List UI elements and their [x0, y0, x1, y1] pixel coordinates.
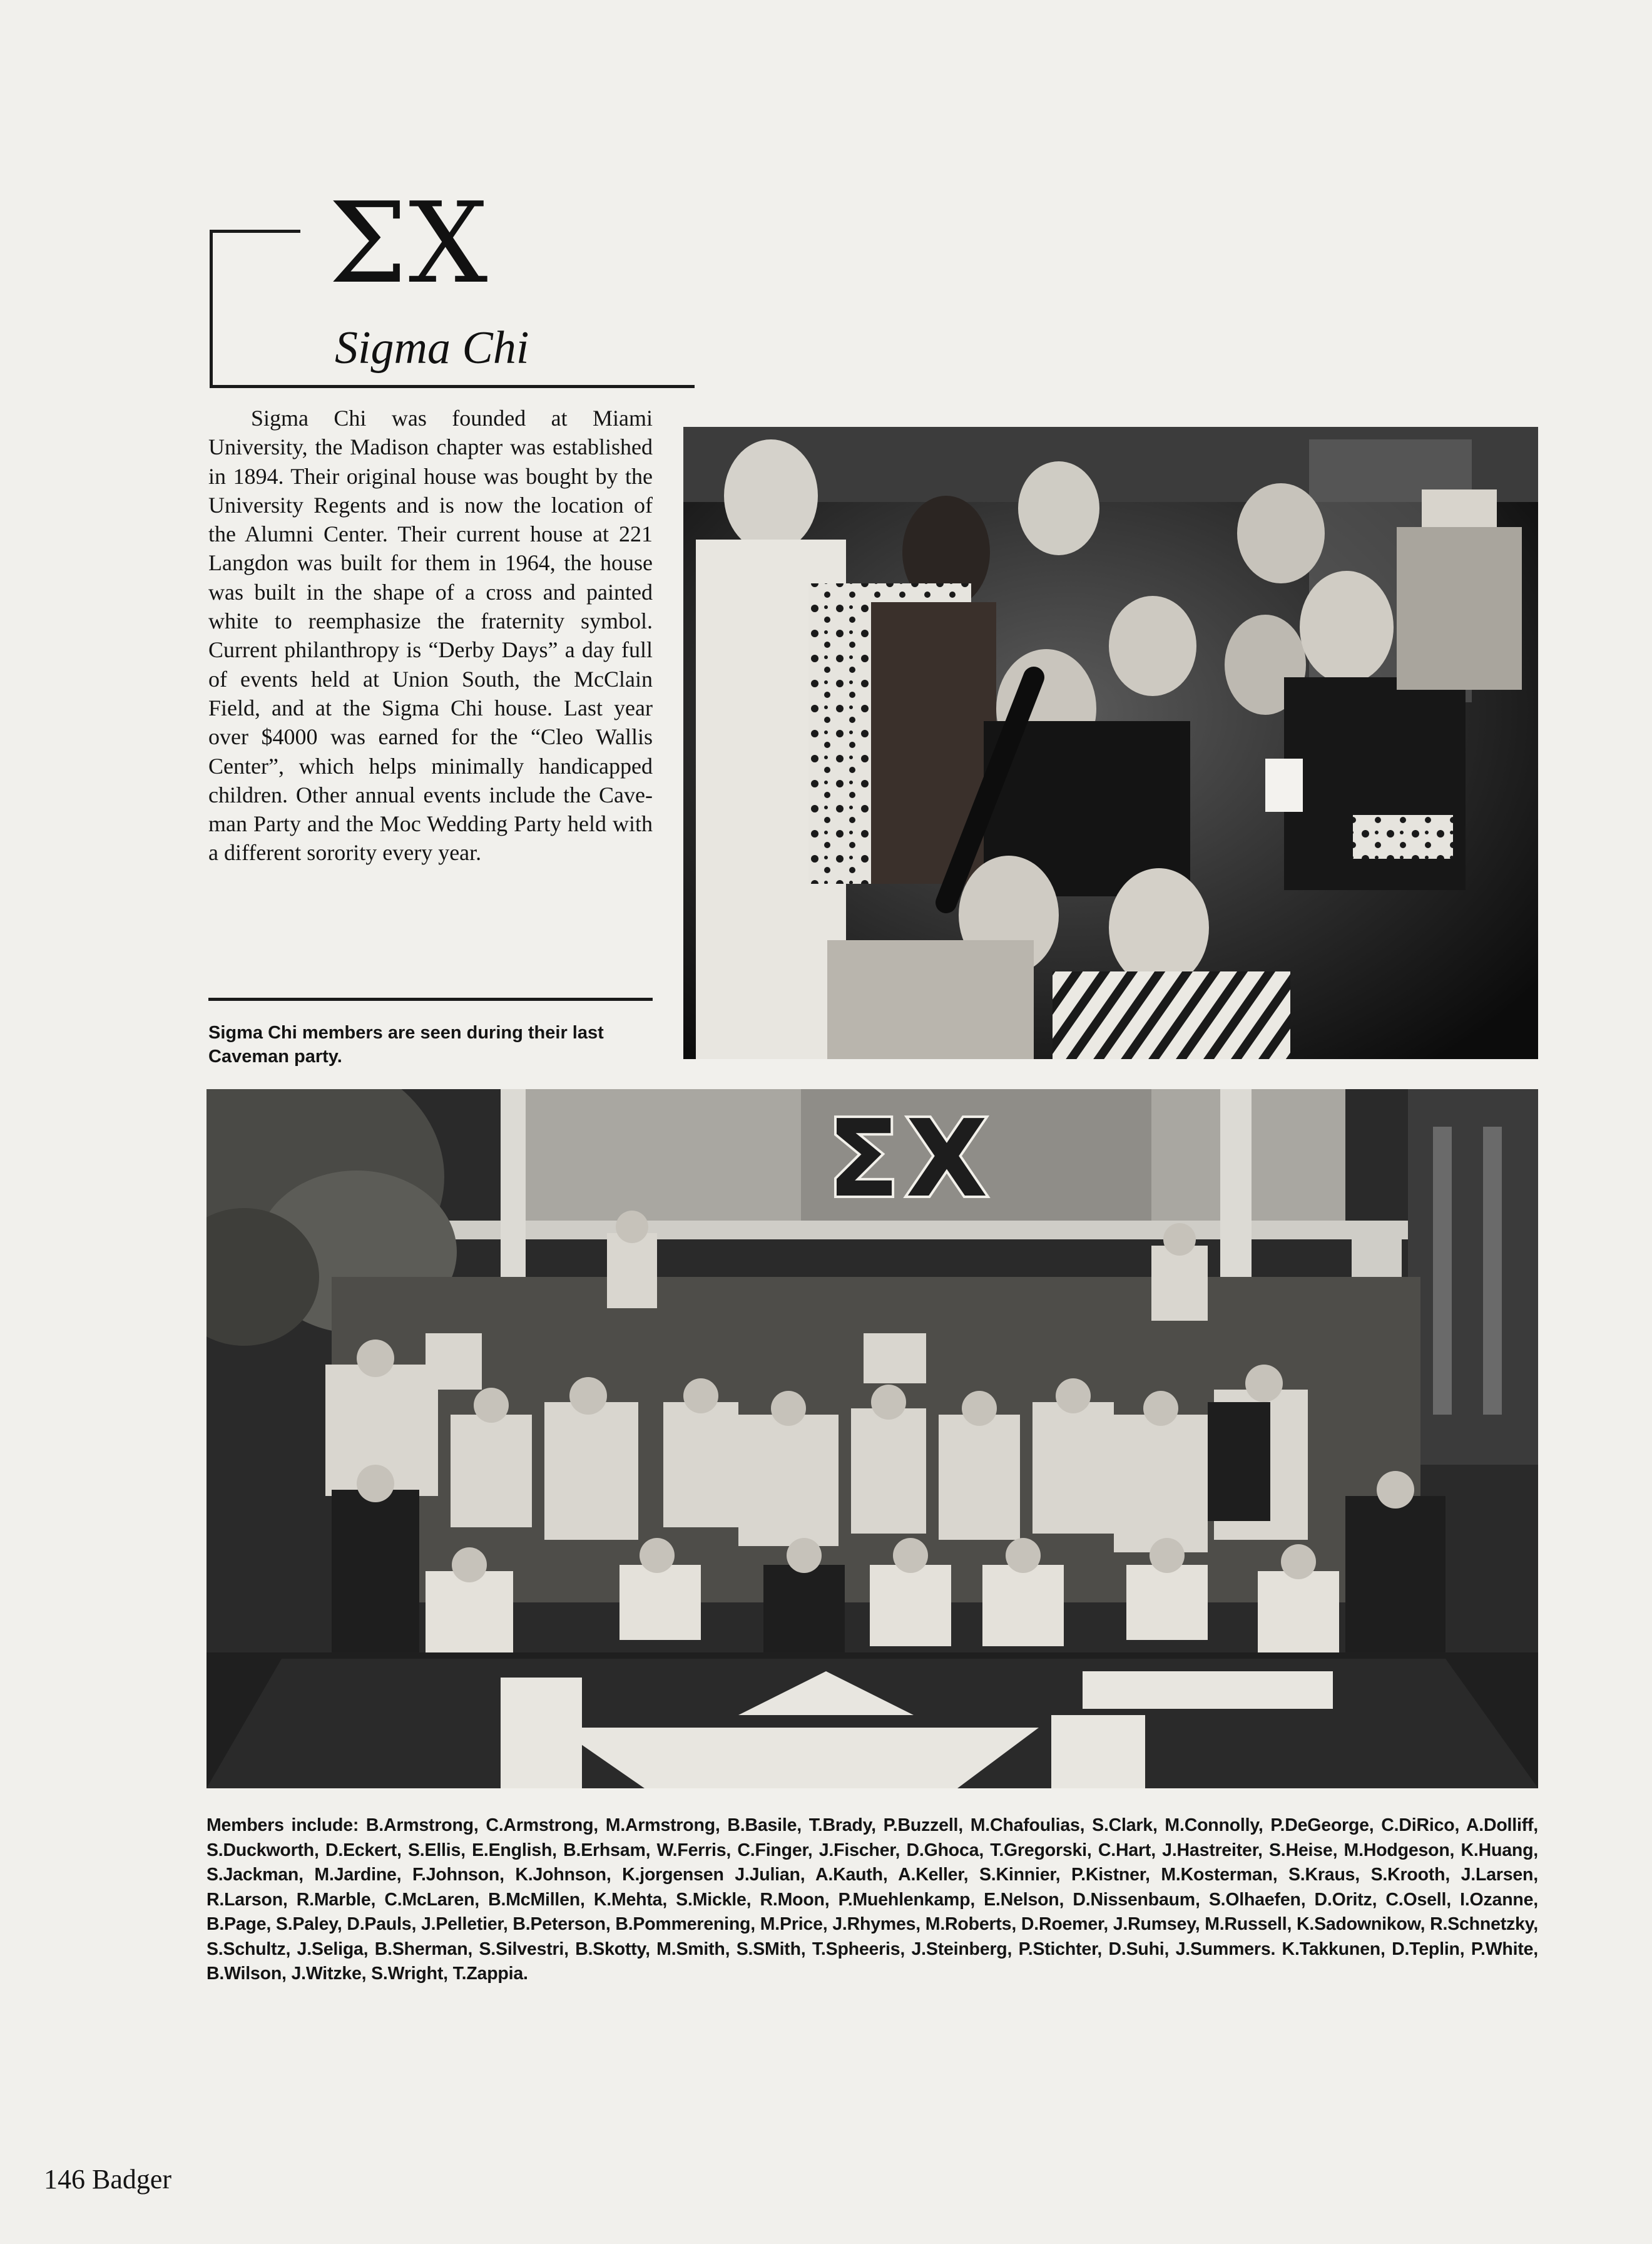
- caption-divider-rule: [208, 998, 653, 1001]
- members-list: Members include: B.Armstrong, C.Armstrong, M.Armstrong, B.Basile, T.Brady, P.Buzzell, M.Chafoulias, S.Clark, M.Connolly, P.DeGeorge, C.DiRico, A.Dolliff, S.Duckworth, D.Eckert, S.Ellis, E.English, B.Erhsam, W.Ferris, C.Finger, J.Fischer, D.Ghoca, T.Gregorski, C.Hart, J.Hastreiter, S.Heise, M.Hodgeson, K.Huang, S.Jackman, M.Jardine, F.Johnson, K.Johnson, K.jorgensen J.Julian, A.Kauth, A.Keller, S.Kinnier, P.Kistner, M.Kosterman, S.Kraus, S.Krooth, J.Larsen, R.Larson, R.Marble, C.McLaren, B.McMillen, K.Mehta, S.Mickle, R.Moon, P.Muehlenkamp, E.Nelson, D.Nissenbaum, S.Olhaefen, D.Oritz, C.Osell, I.Ozanne, B.Page, S.Paley, D.Pauls, J.Pelletier, B.Peterson, B.Pommerening, M.Price, J.Rhymes, M.Roberts, D.Roemer, J.Rumsey, M.Russell, K.Sadownikow, R.Schnetzky, S.Schultz, J.Seliga, B.Sherman, S.Silvestri, B.Skotty, M.Smith, S.SMith, T.Spheeris, J.Steinberg, P.Stichter, D.Suhi, J.Summers. K.Takkunen, D.Teplin, P.White, B.Wilson, J.Witzke, S.Wright, T.Zappia.: [206, 1815, 1538, 1984]
- greek-letters-heading: ΣX: [329, 178, 489, 308]
- header-bracket-top-rule: [210, 230, 300, 233]
- house-wall-letters: ΣX: [827, 1097, 994, 1221]
- page-folio: 146 Badger: [44, 2164, 172, 2195]
- chapter-name-heading: Sigma Chi: [335, 322, 529, 374]
- photo-caption: Sigma Chi members are seen during their last Caveman party.: [208, 1023, 604, 1067]
- caveman-party-photo: [683, 427, 1538, 1059]
- intro-paragraph: Sigma Chi was founded at Miami University, the Madison chapter was established in 1894. Their original house was bought by the University Regents and is now the location of the Alumni Center. Their current house at 221 Langdon was built for them in 1964, the house was built in the shape of a cross and painted white to reemphasize the fraternity symbol. Current philanthropy is “Derby Days” a day full of events held at Union South, the McClain Field, and at the Sigma Chi house. Last year over $4000 was earned for the “Cleo Wallis Center”, which helps minimally handicapped children. Other annual events include the Caveman Party and the Moc Wedding Party held with a different sorority every year.: [208, 406, 653, 866]
- caveman-party-photo-graphic: [683, 427, 1538, 1059]
- group-portrait-photo: [206, 1089, 1538, 1788]
- group-portrait-photo-graphic: [206, 1089, 1538, 1788]
- header-bracket-bottom-rule: [210, 385, 695, 388]
- header-bracket-left-rule: [210, 230, 213, 388]
